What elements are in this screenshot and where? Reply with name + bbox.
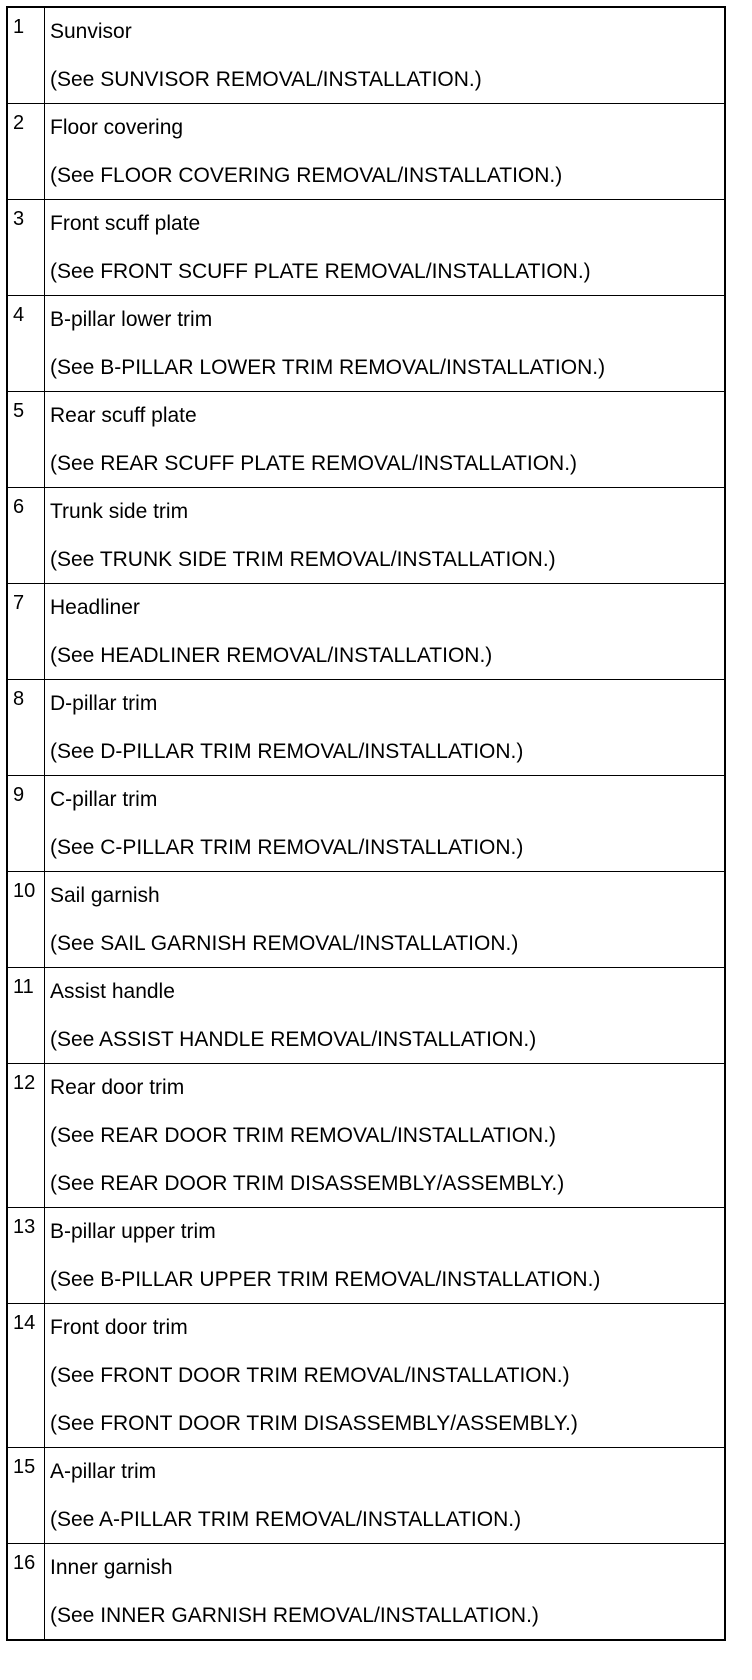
procedure-reference: (See HEADLINER REMOVAL/INSTALLATION.) bbox=[50, 644, 493, 667]
item-description-cell bbox=[45, 1208, 726, 1304]
procedure-reference: (See C-PILLAR TRIM REMOVAL/INSTALLATION.) bbox=[50, 836, 524, 859]
item-description-cell bbox=[45, 488, 726, 584]
item-description-cell bbox=[45, 104, 726, 200]
procedure-reference: (See B-PILLAR LOWER TRIM REMOVAL/INSTALLATION.) bbox=[50, 356, 606, 379]
procedure-reference: (See REAR SCUFF PLATE REMOVAL/INSTALLATION.) bbox=[50, 452, 578, 475]
table-row bbox=[7, 1208, 725, 1304]
item-number: 3 bbox=[13, 208, 25, 230]
table-row bbox=[7, 1304, 725, 1448]
part-name: Trunk side trim bbox=[50, 500, 189, 523]
part-name: D-pillar trim bbox=[50, 692, 158, 715]
table-row bbox=[7, 968, 725, 1064]
item-number: 6 bbox=[13, 496, 25, 518]
item-description-cell bbox=[45, 776, 726, 872]
item-number: 11 bbox=[13, 976, 34, 998]
part-name: Rear door trim bbox=[50, 1076, 185, 1099]
table-row bbox=[7, 1544, 725, 1641]
procedure-reference: (See A-PILLAR TRIM REMOVAL/INSTALLATION.) bbox=[50, 1508, 522, 1531]
item-number: 7 bbox=[13, 592, 25, 614]
item-description-cell bbox=[45, 872, 726, 968]
procedure-reference: (See SAIL GARNISH REMOVAL/INSTALLATION.) bbox=[50, 932, 519, 955]
item-number-cell bbox=[7, 1448, 45, 1544]
item-number: 2 bbox=[13, 112, 25, 134]
procedure-reference: (See D-PILLAR TRIM REMOVAL/INSTALLATION.) bbox=[50, 740, 524, 763]
item-number: 5 bbox=[13, 400, 25, 422]
parts-table-body bbox=[7, 7, 725, 1640]
item-description-cell bbox=[45, 392, 726, 488]
item-description-cell bbox=[45, 1304, 726, 1448]
part-name: Floor covering bbox=[50, 116, 184, 139]
part-name: Rear scuff plate bbox=[50, 404, 197, 427]
item-number-cell bbox=[7, 584, 45, 680]
item-number-cell bbox=[7, 7, 45, 104]
item-description-cell bbox=[45, 1448, 726, 1544]
part-name: B-pillar upper trim bbox=[50, 1220, 216, 1243]
table-row bbox=[7, 392, 725, 488]
table-row bbox=[7, 200, 725, 296]
item-number: 13 bbox=[13, 1216, 36, 1238]
item-number-cell bbox=[7, 968, 45, 1064]
item-description-cell bbox=[45, 1064, 726, 1208]
item-number-cell bbox=[7, 1208, 45, 1304]
procedure-reference: (See ASSIST HANDLE REMOVAL/INSTALLATION.) bbox=[50, 1028, 537, 1051]
part-name: Sunvisor bbox=[50, 20, 132, 43]
item-number-cell bbox=[7, 200, 45, 296]
table-row bbox=[7, 872, 725, 968]
item-number: 16 bbox=[13, 1552, 36, 1574]
part-name: Headliner bbox=[50, 596, 140, 619]
item-number-cell bbox=[7, 104, 45, 200]
item-number: 1 bbox=[13, 16, 25, 38]
part-name: Assist handle bbox=[50, 980, 175, 1003]
item-number-cell bbox=[7, 392, 45, 488]
item-number: 12 bbox=[13, 1072, 36, 1094]
item-number: 4 bbox=[13, 304, 25, 326]
part-name: B-pillar lower trim bbox=[50, 308, 213, 331]
procedure-reference: (See FRONT SCUFF PLATE REMOVAL/INSTALLATION.) bbox=[50, 260, 591, 283]
item-number-cell bbox=[7, 488, 45, 584]
table-row bbox=[7, 7, 725, 104]
item-number-cell bbox=[7, 872, 45, 968]
table-row bbox=[7, 1448, 725, 1544]
part-name: Front scuff plate bbox=[50, 212, 201, 235]
table-row bbox=[7, 296, 725, 392]
item-number: 15 bbox=[13, 1456, 36, 1478]
part-name: Inner garnish bbox=[50, 1556, 173, 1579]
procedure-reference: (See B-PILLAR UPPER TRIM REMOVAL/INSTALLATION.) bbox=[50, 1268, 601, 1291]
item-number-cell bbox=[7, 1064, 45, 1208]
table-row bbox=[7, 104, 725, 200]
item-description-cell bbox=[45, 680, 726, 776]
item-description-cell bbox=[45, 296, 726, 392]
table-row bbox=[7, 776, 725, 872]
item-description-cell bbox=[45, 200, 726, 296]
item-number-cell bbox=[7, 296, 45, 392]
item-description-cell bbox=[45, 7, 726, 104]
procedure-reference: (See FRONT DOOR TRIM REMOVAL/INSTALLATION.) bbox=[50, 1364, 570, 1387]
part-name: Front door trim bbox=[50, 1316, 188, 1339]
item-number: 9 bbox=[13, 784, 25, 806]
procedure-reference: (See FRONT DOOR TRIM DISASSEMBLY/ASSEMBLY.) bbox=[50, 1412, 578, 1435]
item-number-cell bbox=[7, 680, 45, 776]
procedure-reference: (See TRUNK SIDE TRIM REMOVAL/INSTALLATION.) bbox=[50, 548, 556, 571]
item-number: 10 bbox=[13, 880, 36, 902]
item-number-cell bbox=[7, 1544, 45, 1641]
table-row bbox=[7, 488, 725, 584]
item-number-cell bbox=[7, 1304, 45, 1448]
item-number-cell bbox=[7, 776, 45, 872]
table-row bbox=[7, 1064, 725, 1208]
parts-table bbox=[6, 6, 726, 1641]
item-number: 8 bbox=[13, 688, 25, 710]
part-name: Sail garnish bbox=[50, 884, 160, 907]
item-description-cell bbox=[45, 1544, 726, 1641]
table-row bbox=[7, 680, 725, 776]
table-row bbox=[7, 584, 725, 680]
item-description-cell bbox=[45, 584, 726, 680]
item-number: 14 bbox=[13, 1312, 36, 1334]
part-name: A-pillar trim bbox=[50, 1460, 157, 1483]
procedure-reference: (See SUNVISOR REMOVAL/INSTALLATION.) bbox=[50, 68, 482, 91]
procedure-reference: (See FLOOR COVERING REMOVAL/INSTALLATION.) bbox=[50, 164, 563, 187]
procedure-reference: (See REAR DOOR TRIM REMOVAL/INSTALLATION.) bbox=[50, 1124, 557, 1147]
part-name: C-pillar trim bbox=[50, 788, 158, 811]
item-description-cell bbox=[45, 968, 726, 1064]
procedure-reference: (See REAR DOOR TRIM DISASSEMBLY/ASSEMBLY.) bbox=[50, 1172, 565, 1195]
procedure-reference: (See INNER GARNISH REMOVAL/INSTALLATION.) bbox=[50, 1604, 539, 1627]
